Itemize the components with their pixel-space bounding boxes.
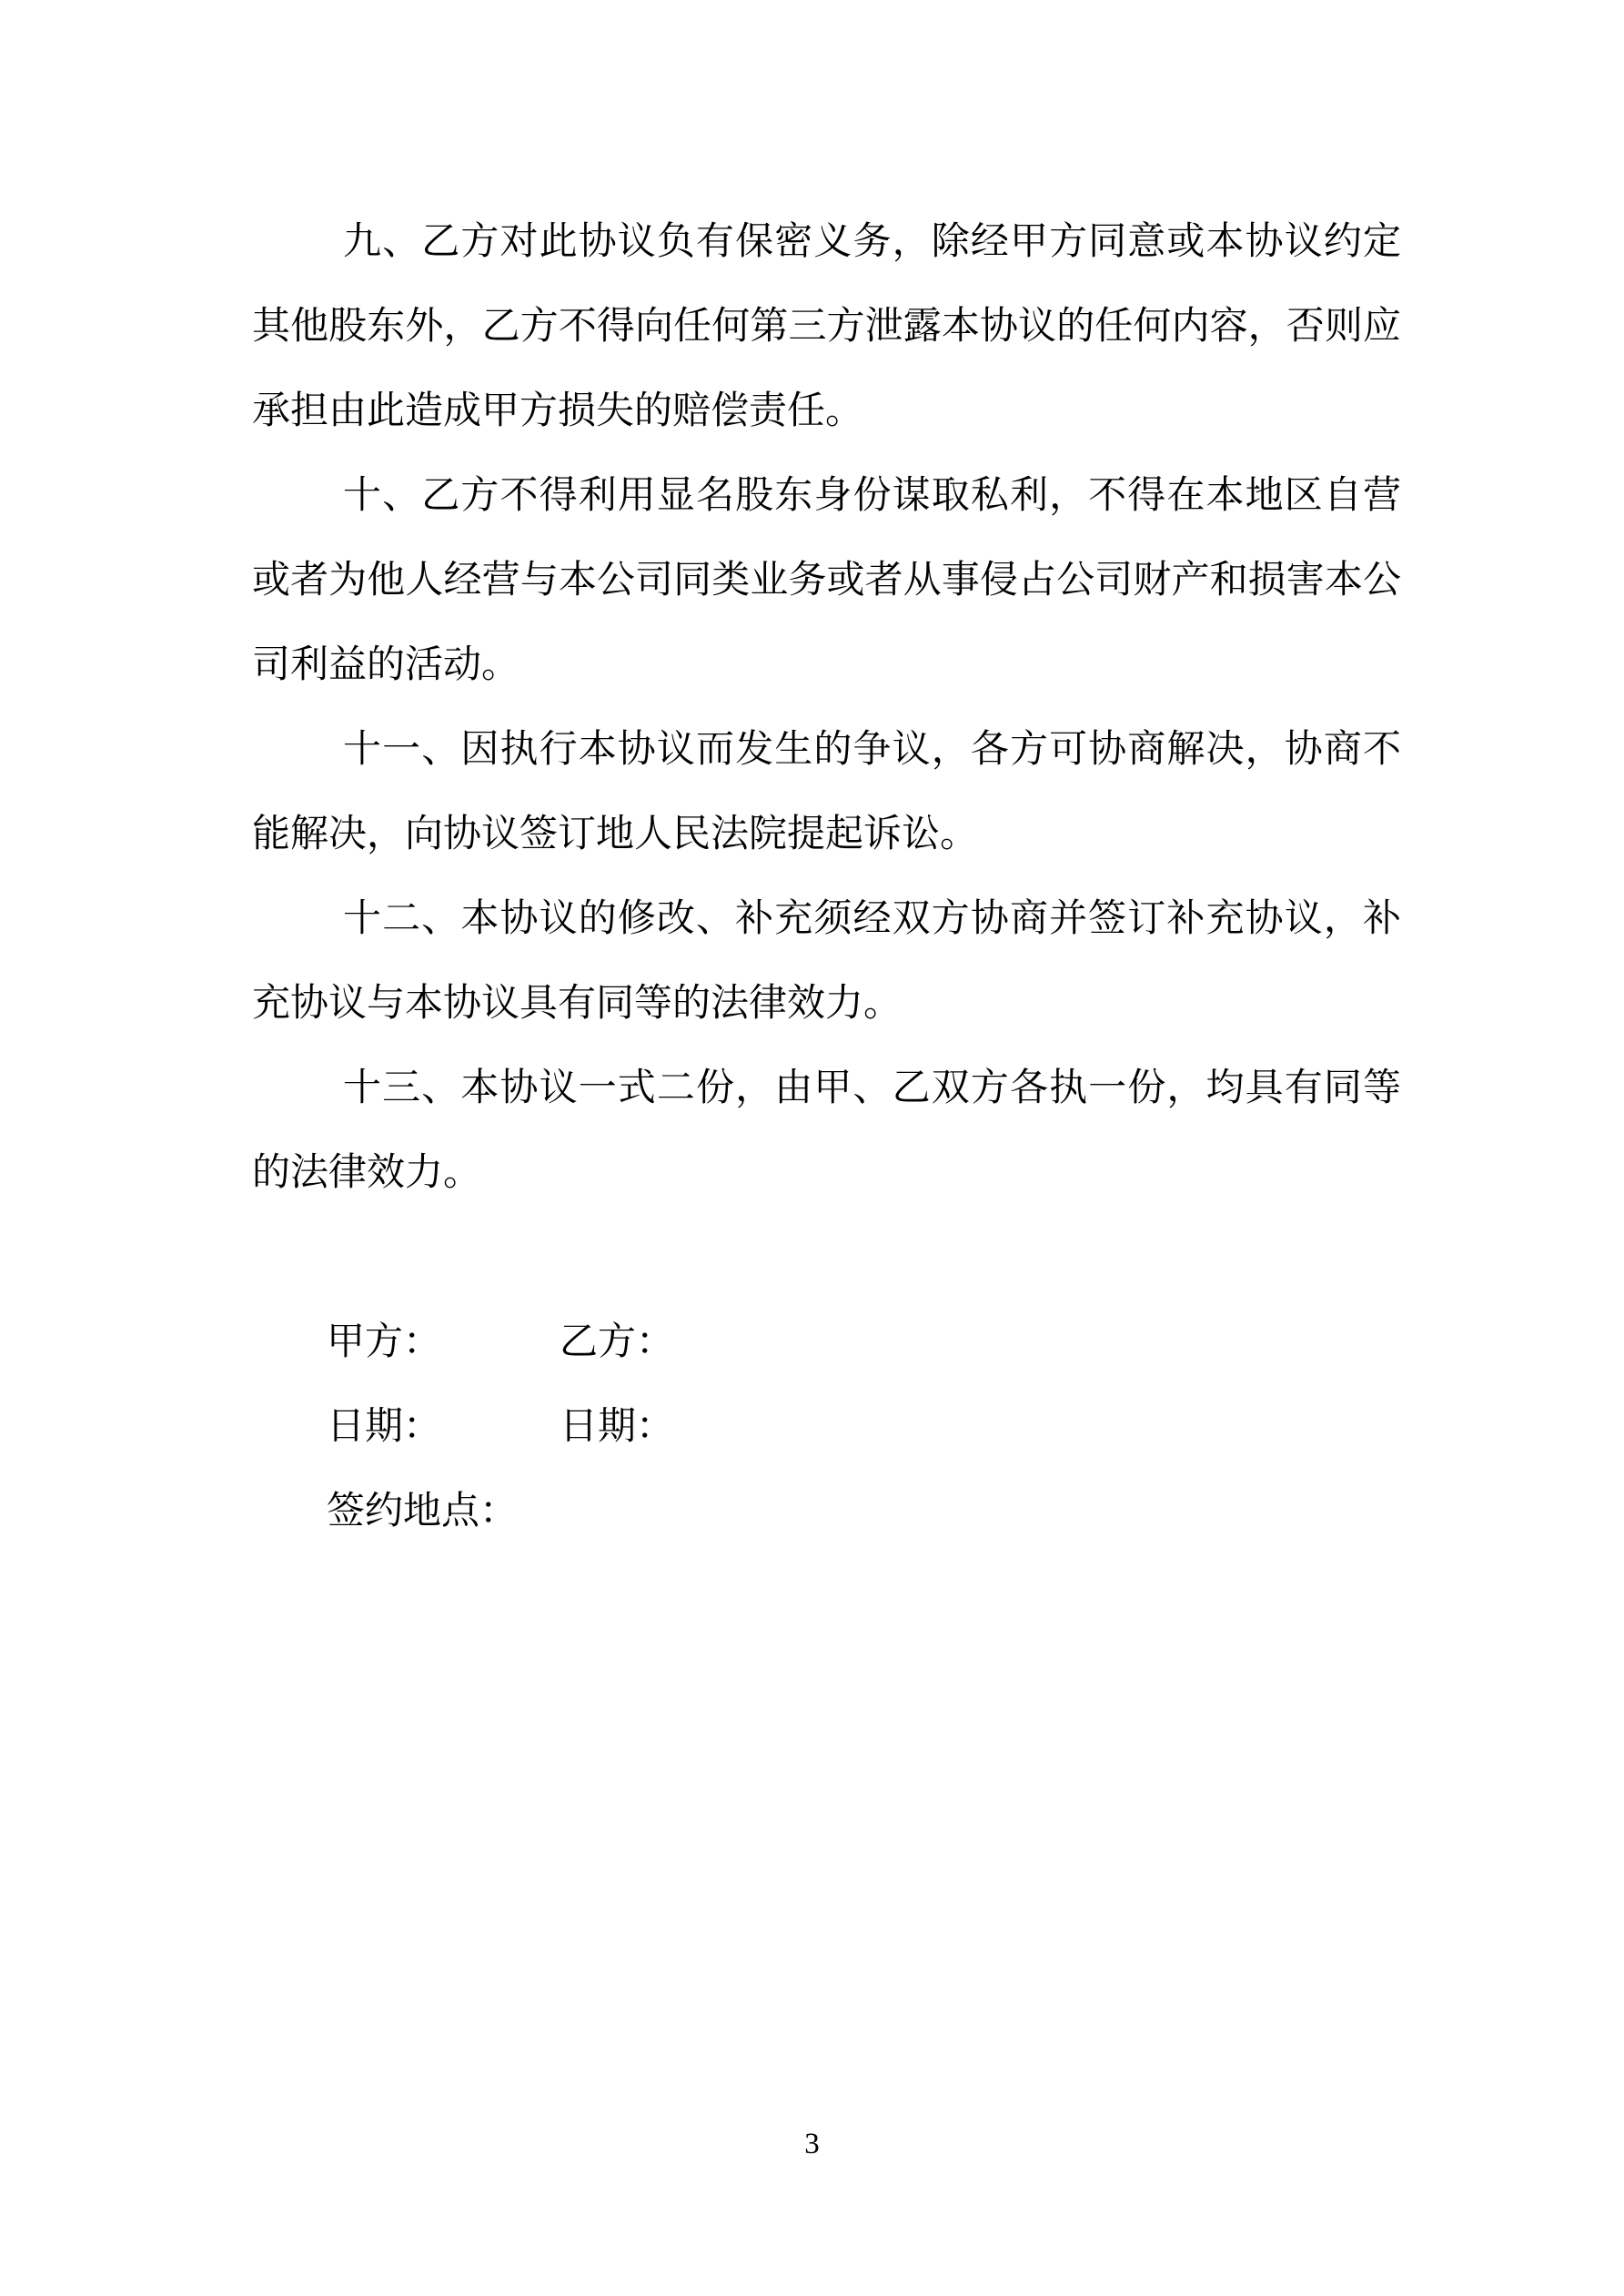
signature-block (252, 1300, 1401, 1554)
page-number: 3 (804, 2128, 820, 2160)
contract-body (252, 200, 1401, 1554)
signature-parties-row (327, 1300, 1401, 1385)
clause-9: 九、乙方对此协议负有保密义务，除经甲方同意或本协议约定其他股东外，乙方不得向任何第三方泄露本协议的任何内容，否则应承担由此造成甲方损失的赔偿责任。 (252, 221, 1401, 432)
date-a-label: 日期： (327, 1406, 442, 1448)
clause-11: 十一、因执行本协议而发生的争议，各方可协商解决，协商不能解决，向协议签订地人民法院提起诉讼。 (252, 729, 1401, 855)
signing-place-label: 签约地点： (327, 1491, 519, 1532)
date-b-label: 日期： (560, 1406, 675, 1448)
party-b-label: 乙方： (560, 1321, 675, 1363)
clause-10: 十、乙方不得利用显名股东身份谋取私利，不得在本地区自营或者为他人经营与本公司同类业务或者从事侵占公司财产和损害本公司利益的活动。 (252, 475, 1401, 686)
party-a-label: 甲方： (327, 1321, 442, 1363)
signature-dates-row (327, 1385, 1401, 1470)
clause-12: 十二、本协议的修改、补充须经双方协商并签订补充协议，补充协议与本协议具有同等的法律效力。 (252, 898, 1401, 1025)
page-footer (0, 2126, 1624, 2162)
signature-place-row (327, 1470, 1401, 1554)
clause-13: 十三、本协议一式二份，由甲、乙双方各执一份，均具有同等的法律效力。 (252, 1067, 1401, 1194)
